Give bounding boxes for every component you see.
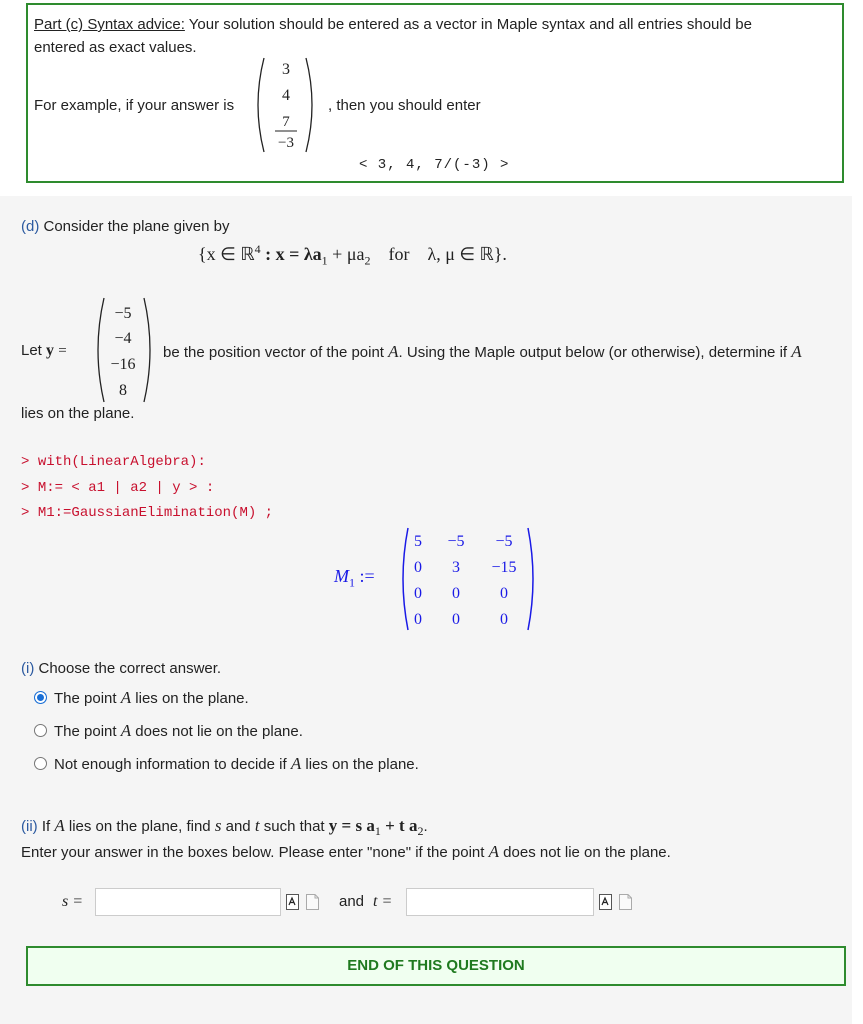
matrix-sub: 1 xyxy=(349,575,355,590)
example-entry-3: −3 xyxy=(278,135,294,151)
sym-s: s xyxy=(214,816,222,835)
eq-plus: + t a xyxy=(380,816,418,835)
right-paren xyxy=(144,298,150,402)
part-i-label: (i) xyxy=(21,660,35,677)
set-sub1: 1 xyxy=(321,253,328,268)
option-not-enough-info[interactable] xyxy=(34,754,419,774)
set-for: for xyxy=(388,244,410,264)
question-panel xyxy=(0,196,852,1024)
matrix-m1 xyxy=(398,526,538,632)
s-label: s = xyxy=(62,893,84,910)
set-colon: : x = λa xyxy=(260,244,322,264)
part-ii-text: and xyxy=(221,818,255,835)
matrix-symbol: M xyxy=(334,566,349,586)
left-paren xyxy=(98,298,104,402)
part-ii-label: (ii) xyxy=(21,818,38,835)
part-d-intro-text: Consider the plane given by xyxy=(39,218,230,235)
example-entry-2: 7 xyxy=(282,114,290,130)
part-ii-prompt xyxy=(21,816,428,839)
let-y-label xyxy=(21,342,67,360)
maple-line-1 xyxy=(21,454,206,470)
y-vector xyxy=(92,296,156,404)
option-text: lies on the plane. xyxy=(301,756,419,773)
example-entry-1: 4 xyxy=(282,87,290,104)
m1-r2-c0: 0 xyxy=(414,585,422,602)
y-symbol: y xyxy=(46,342,55,359)
help-icon[interactable] xyxy=(306,894,319,910)
option-symbol: A xyxy=(120,721,132,740)
option-text: Not enough information to decide if xyxy=(54,756,291,773)
radio-unselected[interactable] xyxy=(34,757,47,770)
plane-set-notation xyxy=(198,242,507,269)
m1-r1-c0: 0 xyxy=(414,559,422,576)
after-vector-text: be the position vector of the point xyxy=(163,344,384,361)
maple-line-3 xyxy=(21,505,273,521)
m1-r0-c1: −5 xyxy=(447,533,465,550)
set-plus: + μa xyxy=(327,244,365,264)
t-label: t = xyxy=(373,893,393,910)
m1-r2-c2: 0 xyxy=(500,585,508,602)
instruction-text: does not lie on the plane. xyxy=(499,844,671,861)
part-i-text: Choose the correct answer. xyxy=(34,660,222,677)
example-vector xyxy=(252,56,318,154)
eq-end: . xyxy=(423,818,428,835)
maple-prompt: > xyxy=(21,480,30,496)
sym-a: A xyxy=(54,816,65,835)
advice-text-line2: entered as exact values. xyxy=(34,39,197,56)
m1-r3-c1: 0 xyxy=(452,611,460,628)
t-input[interactable] xyxy=(406,888,594,916)
help-icon[interactable] xyxy=(619,894,632,910)
maple-prompt: > xyxy=(21,505,30,521)
maple-line-2 xyxy=(21,480,214,496)
maple-code-3: M1:=GaussianElimination(M) ; xyxy=(37,505,274,521)
syntax-advice-box xyxy=(26,3,844,183)
instruction-text: Enter your answer in the boxes below. Please enter "none" if the point xyxy=(21,844,489,861)
m1-r3-c0: 0 xyxy=(414,611,422,628)
example-entry-0: 3 xyxy=(282,61,290,78)
s-input[interactable] xyxy=(95,888,281,916)
maple-code-2: M:= < a1 | a2 | y > : xyxy=(37,480,215,496)
matrix-right-paren xyxy=(528,528,533,630)
option-symbol: A xyxy=(120,688,132,707)
preview-icon[interactable] xyxy=(599,894,612,910)
option-symbol: A xyxy=(290,754,302,773)
after-point-text: . Using the Maple output below (or otherwise), determine if xyxy=(398,344,788,361)
instruction-symbol: A xyxy=(488,842,499,861)
example-lead-text: For example, if your answer is xyxy=(34,97,235,114)
y-entry-3: 8 xyxy=(119,382,127,399)
matrix-left-paren xyxy=(403,528,408,630)
m1-r3-c2: 0 xyxy=(500,611,508,628)
y-entry-2: −16 xyxy=(110,356,136,373)
point-a-end: A xyxy=(791,342,802,361)
y-equals: = xyxy=(58,343,67,359)
set-sup: 4 xyxy=(254,242,261,256)
option-text: The point xyxy=(54,690,121,707)
m1-r0-c2: −5 xyxy=(495,533,513,550)
m1-r2-c1: 0 xyxy=(452,585,460,602)
option-text: does not lie on the plane. xyxy=(131,723,303,740)
equation: y = s a xyxy=(328,816,375,835)
part-d-label: (d) xyxy=(21,218,40,235)
eq-sub2: 2 xyxy=(417,824,424,838)
set-open: {x ∈ ℝ xyxy=(198,244,255,264)
m1-r1-c2: −15 xyxy=(491,559,517,576)
set-tail: λ, μ ∈ ℝ}. xyxy=(427,244,507,264)
point-a: A xyxy=(388,342,399,361)
example-tail-text: , then you should enter xyxy=(328,97,481,114)
example-code: < 3, 4, 7/(-3) > xyxy=(359,157,510,173)
set-sub2: 2 xyxy=(364,253,371,268)
eq-sub1: 1 xyxy=(374,824,381,838)
part-ii-instruction xyxy=(21,842,671,862)
and-text: and xyxy=(339,893,365,910)
sym-t: t xyxy=(254,816,260,835)
part-i-prompt xyxy=(21,660,221,677)
m1-r0-c0: 5 xyxy=(414,533,422,550)
radio-unselected[interactable] xyxy=(34,724,47,737)
maple-prompt: > xyxy=(21,454,30,470)
radio-selected[interactable] xyxy=(34,691,47,704)
left-paren xyxy=(258,58,264,152)
part-ii-text: such that xyxy=(259,818,329,835)
syntax-advice-link[interactable]: Part (c) Syntax advice: xyxy=(34,16,185,33)
end-of-question-banner: END OF THIS QUESTION xyxy=(26,946,846,986)
part-d-intro xyxy=(21,218,229,235)
y-entry-0: −5 xyxy=(114,305,132,322)
lies-on-plane-text: lies on the plane. xyxy=(21,405,135,422)
part-ii-text: lies on the plane, find xyxy=(64,818,215,835)
maple-code-1: with(LinearAlgebra): xyxy=(37,454,206,470)
right-paren xyxy=(306,58,312,152)
option-text: The point xyxy=(54,723,121,740)
preview-icon[interactable] xyxy=(286,894,299,910)
option-does-not-lie[interactable] xyxy=(34,721,303,741)
advice-text-line1: Your solution should be entered as a vector in Maple syntax and all entries should be xyxy=(184,16,752,33)
position-vector-text xyxy=(163,342,802,362)
m1-r1-c1: 3 xyxy=(452,559,460,576)
part-ii-text: If xyxy=(37,818,55,835)
option-text: lies on the plane. xyxy=(131,690,249,707)
matrix-assign: := xyxy=(359,566,375,586)
y-entry-1: −4 xyxy=(114,330,132,347)
let-text: Let xyxy=(21,342,42,359)
matrix-name xyxy=(334,566,375,591)
option-lies-on-plane[interactable] xyxy=(34,688,249,708)
